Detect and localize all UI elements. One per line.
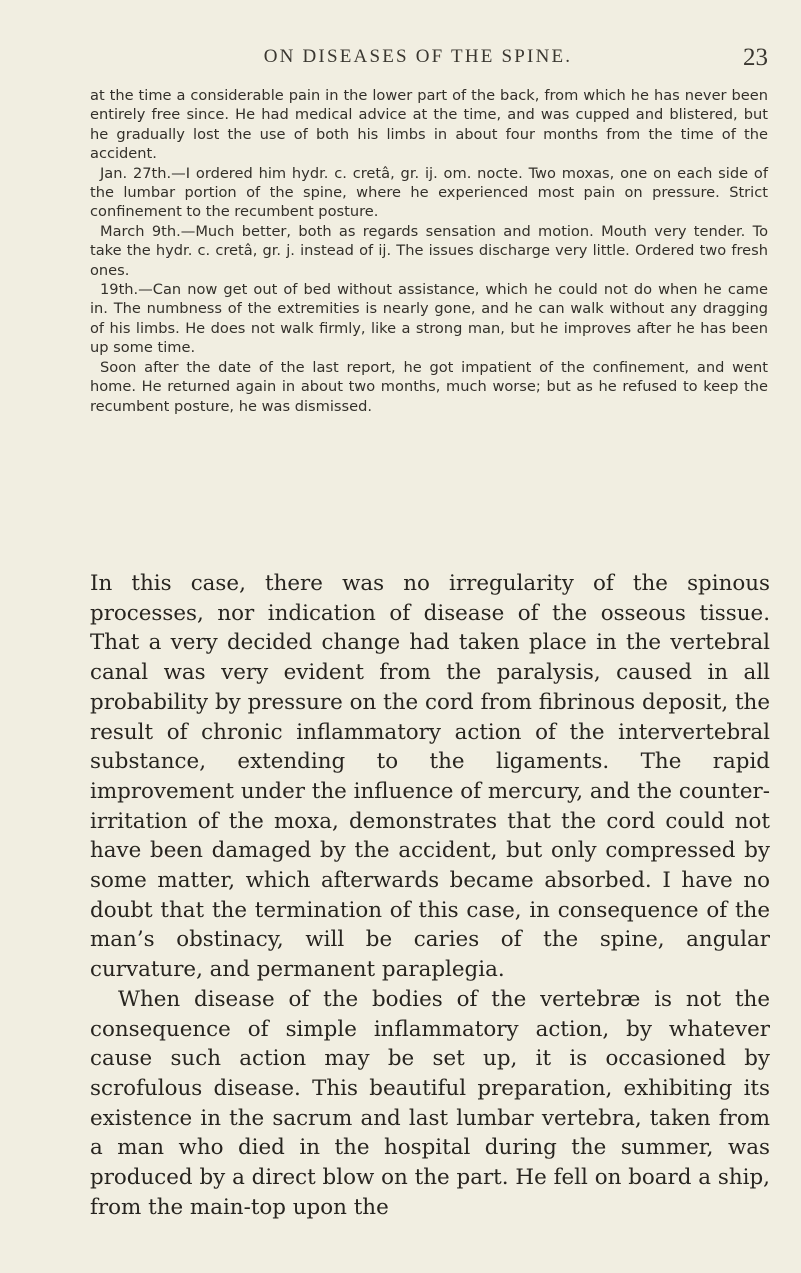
case-note-paragraph: Jan. 27th.—I ordered him hydr. c. cretâ, gr. ij. om. nocte. Two moxas, one on each side of the lumbar portion of the spine, where he experienced most pain on pressure. Strict confinement to the recumbent posture.: [90, 164, 768, 221]
case-note-paragraph: at the time a considerable pain in the lower part of the back, from which he has never been entirely free since. He had medical advice at the time, and was cupped and blistered, but he gradually lost the use of both his limbs in about four months from the time of the accident.: [90, 87, 768, 163]
commentary-paragraph: When disease of the bodies of the vertebræ is not the consequence of simple inflammatory action, by whatever cause such action may be set up, it is occasioned by scrofulous disease. This beautiful preparation, exhibiting its existence in the sacrum and last lumbar vertebra, taken from a man who died in the hospital during the summer, was produced by a direct blow on the part. He fell on board a ship, from the main-top upon the: [90, 986, 770, 1220]
case-note-paragraph: 19th.—Can now get out of bed without assistance, which he could not do when he came in. The numbness of the extremities is nearly gone, and he can walk without any dragging of his limbs. He does not walk firmly, like a strong man, but he improves after he has been up some time.: [90, 281, 768, 357]
commentary-paragraph: In this case, there was no irregularity of the spinous processes, nor indication of disease of the osseous tissue. That a very decided change had taken place in the vertebral canal was very evident from the paralysis, caused in all probability by pressure on the cord from fibrinous deposit, the result of chronic inflammatory action of the intervertebral substance, extending to the ligaments. The rapid improvement under the influence of mercury, and the counter-irritation of the moxa, demonstrates that the cord could not have been damaged by the accident, but only compressed by some matter, which afterwards became absorbed. I have no doubt that the termination of this case, in consequence of the man’s obstinacy, will be caries of the spine, angular curvature, and permanent paraplegia.: [90, 571, 770, 983]
case-note-paragraph: March 9th.—Much better, both as regards sensation and motion. Mouth very tender. To take the hydr. c. cretâ, gr. j. instead of ij. The issues discharge very little. Ordered two fresh ones.: [90, 222, 768, 279]
running-head: [68, 46, 768, 76]
page-number: 23: [743, 44, 768, 71]
case-note-paragraph: Soon after the date of the last report, he got impatient of the confinement, and went home. He returned again in about two months, much worse; but as he refused to keep the recumbent posture, he was dismissed.: [90, 358, 768, 415]
running-title: ON DISEASES OF THE SPINE.: [263, 46, 573, 67]
case-notes: [90, 86, 768, 416]
commentary: [90, 569, 770, 1222]
